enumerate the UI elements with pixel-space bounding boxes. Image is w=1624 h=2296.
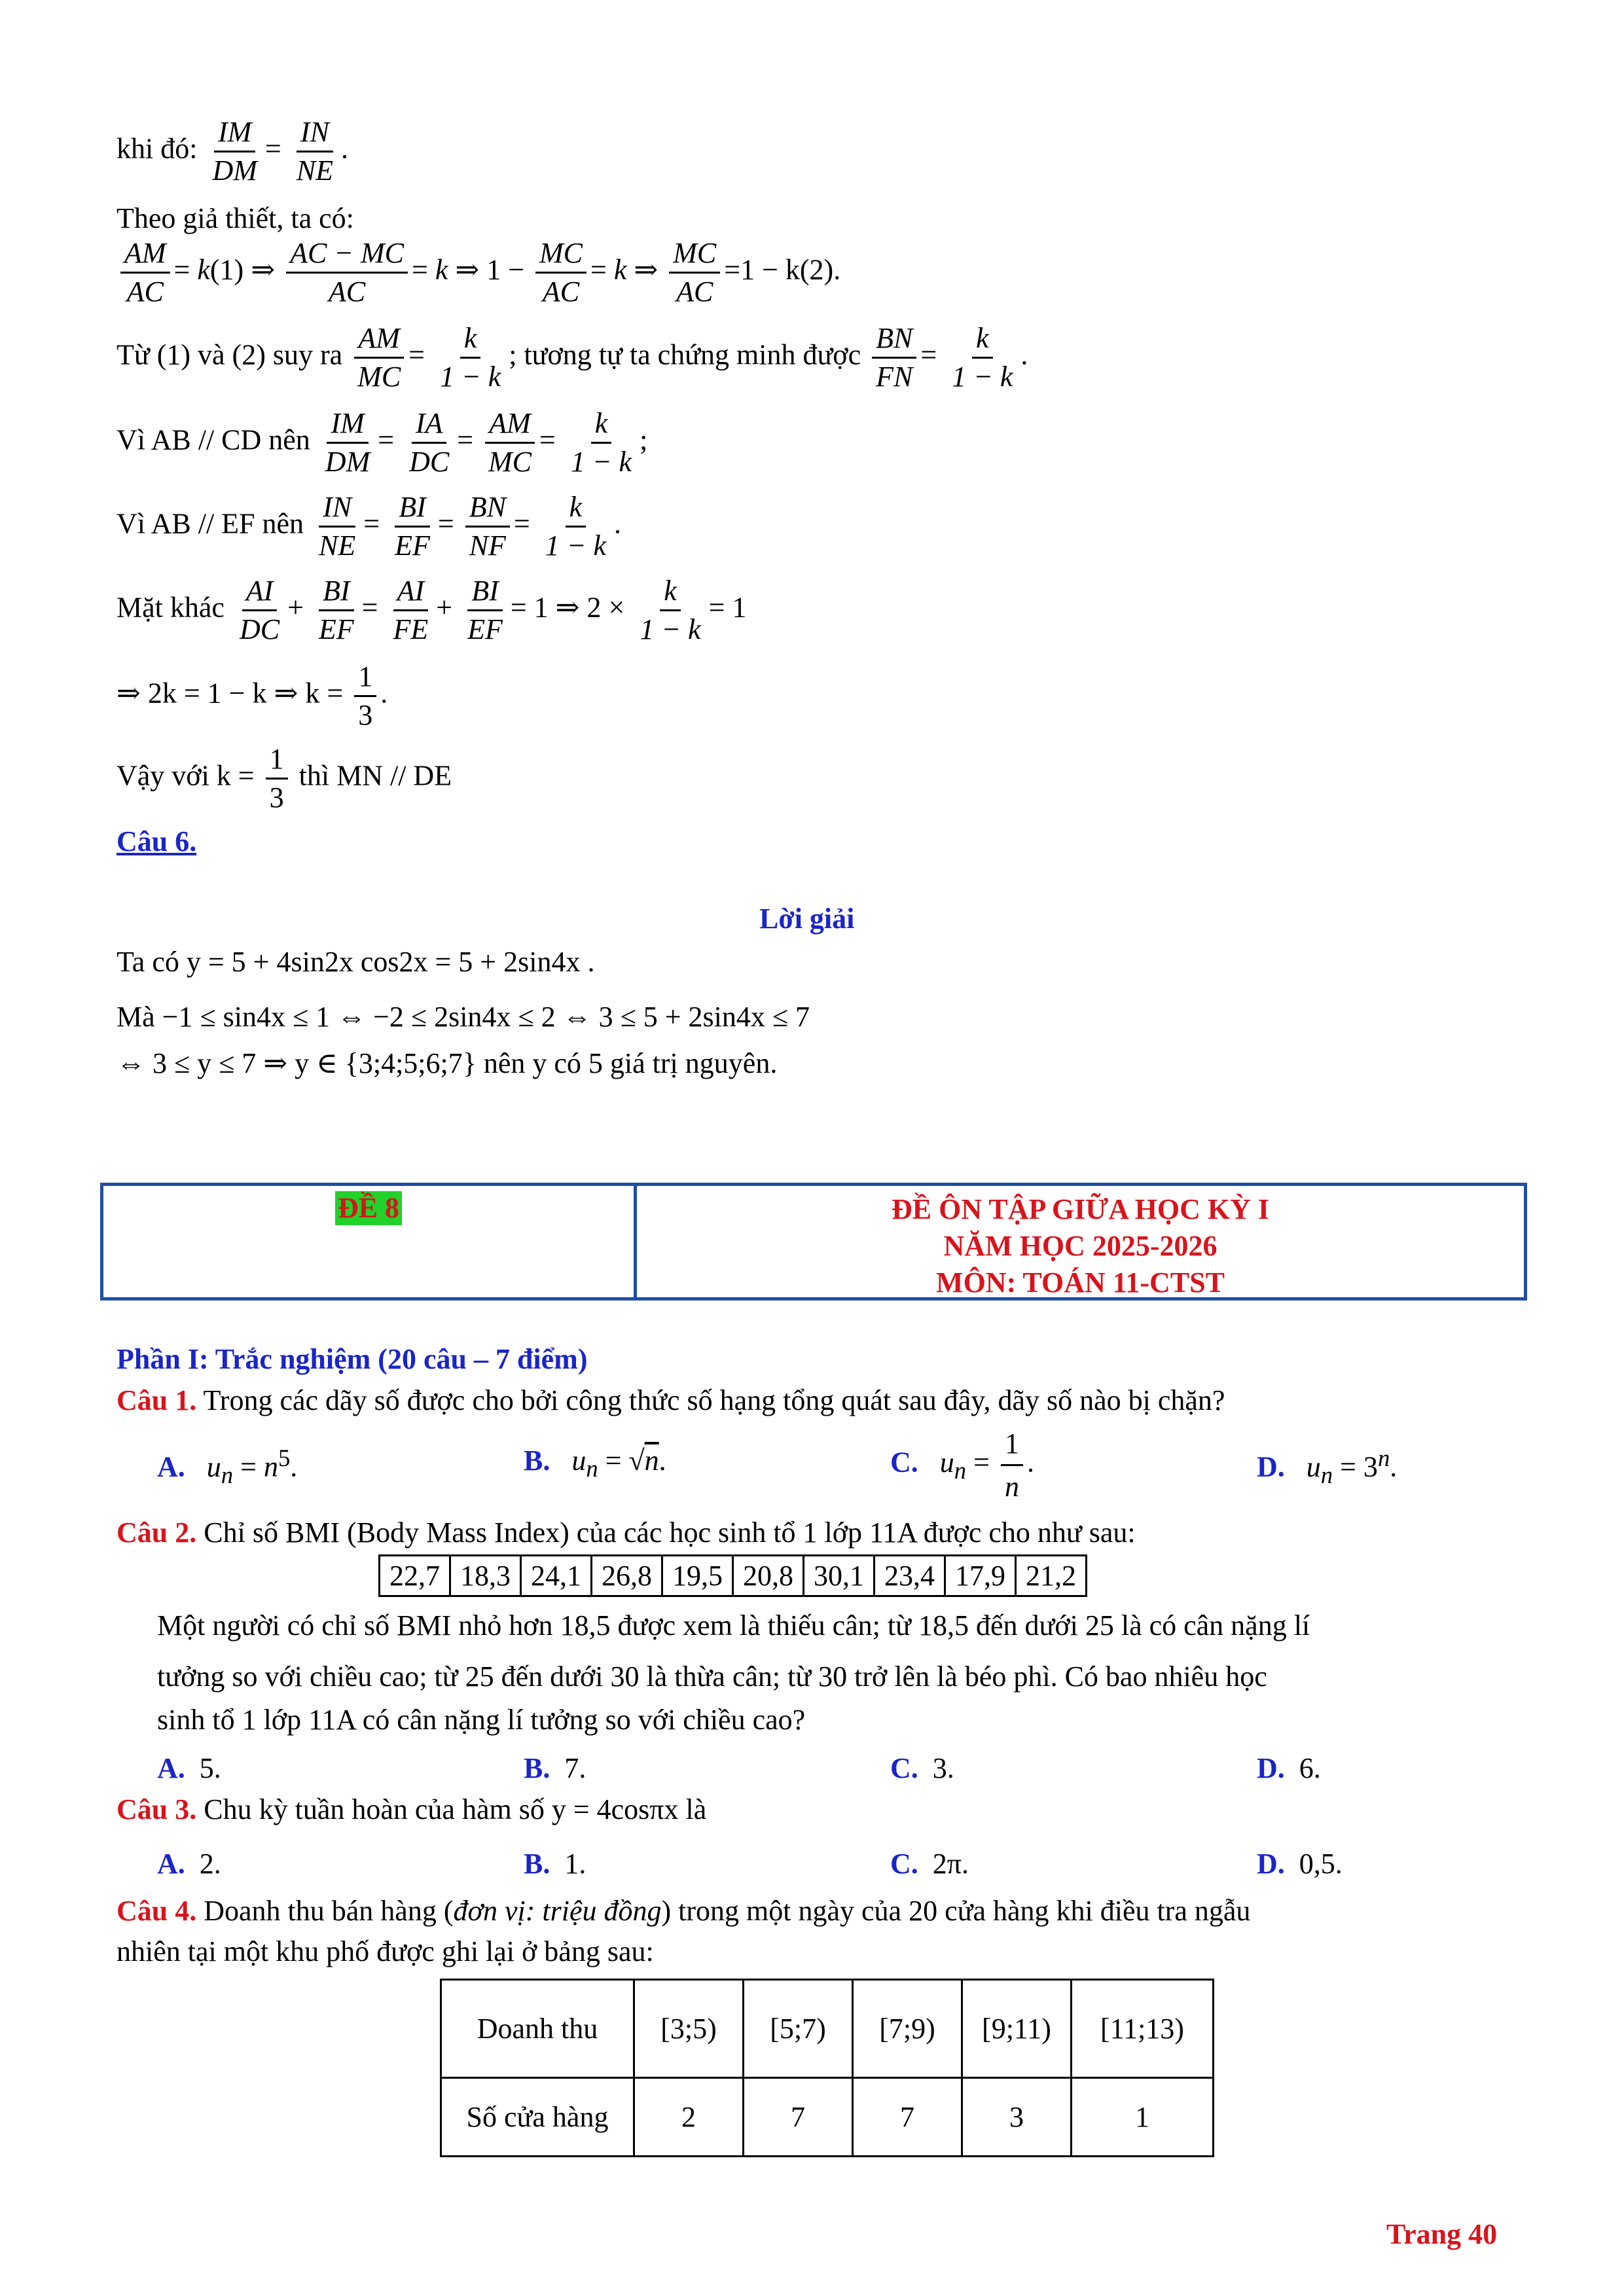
bmi-cell: 19,5 — [662, 1556, 733, 1596]
interval-cell: [11;13) — [1072, 1980, 1214, 2078]
count-cell: 7 — [853, 2078, 962, 2157]
exam-year: NĂM HỌC 2025-2026 — [943, 1230, 1218, 1262]
interval-cell: [5;7) — [744, 1980, 853, 2078]
part-1-heading: Phần I: Trắc nghiệm (20 câu – 7 điểm) — [117, 1343, 588, 1375]
solution-line-6: Vì AB // EF nên $\frac{IN}{NE}$ = $\frac{BI}{EF}$ = $\frac{BN}{NF}$ = $\frac{k}{1 - k}$ . — [117, 491, 621, 562]
q2-paragraph-2: tưởng so với chiều cao; từ 25 đến dưới 30 là thừa cân; từ 30 trở lên là béo phì. Có bao nhiêu học — [157, 1660, 1267, 1693]
bmi-cell: 23,4 — [875, 1556, 945, 1596]
exam-subject: MÔN: TOÁN 11-CTST — [936, 1266, 1225, 1299]
q3-option-b: B. 1. — [524, 1848, 586, 1880]
cau6-title: Câu 6. — [117, 825, 197, 857]
count-cell: 1 — [1072, 2078, 1214, 2157]
bmi-cell: 26,8 — [592, 1556, 662, 1596]
solution-line-1: khi đó: $\frac{IM}{DM}$ = $\frac{IN}{NE}$ . — [117, 116, 348, 187]
interval-cell: [9;11) — [962, 1980, 1072, 2078]
question-1: Câu 1. Trong các dãy số được cho bởi công thức số hạng tổng quát sau đây, dãy số nào bị chặn? — [117, 1384, 1225, 1416]
q1-option-b: B. $u_n = √n$. — [524, 1444, 666, 1482]
cau6-line-2: Mà −1 ≤ sin4x ≤ 1 ⇔ −2 ≤ 2sin4x ≤ 2 ⇔ 3 ≤ 5 + 2sin4x ≤ 7 — [117, 1001, 810, 1033]
cau6-line-1: Ta có y = 5 + 4sin2x cos2x = 5 + 2sin4x . — [117, 946, 595, 978]
bmi-cell: 20,8 — [733, 1556, 804, 1596]
count-cell: 7 — [744, 2078, 853, 2157]
solution-line-9: Vậy với k = $\frac{1}{3}$ thì MN // DE — [117, 743, 452, 814]
q2-option-c: C. 3. — [890, 1752, 954, 1784]
q2-option-d: D. 6. — [1257, 1752, 1321, 1784]
q2-paragraph-3: sinh tổ 1 lớp 11A có cân nặng lí tưởng so với chiều cao? — [157, 1704, 806, 1736]
solution-line-2: Theo giả thiết, ta có: — [117, 202, 354, 234]
solution-line-5: Vì AB // CD nên $\frac{IM}{DM}$ = $\frac{IA}{DC}$ = $\frac{AM}{MC}$ = $\frac{k}{1 - k}$ ; — [117, 407, 648, 478]
bmi-table — [378, 1554, 1087, 1597]
q2-option-b: B. 7. — [524, 1752, 586, 1784]
bmi-cell: 18,3 — [450, 1556, 521, 1596]
solution-line-8: ⇒ 2k = 1 − k ⇒ k = $\frac{1}{3}$ . — [117, 660, 388, 731]
exam-header-box — [100, 1183, 1527, 1300]
question-4: Câu 4. Doanh thu bán hàng (đơn vị: triệu đồng) trong một ngày của 20 cửa hàng khi điều tra ngẫu — [117, 1895, 1251, 1927]
q3-option-d: D. 0,5. — [1257, 1848, 1343, 1880]
exam-title: ĐỀ ÔN TẬP GIỮA HỌC KỲ I — [892, 1193, 1269, 1225]
q3-option-c: C. 2π. — [890, 1848, 969, 1880]
count-cell: 3 — [962, 2078, 1072, 2157]
q1-option-a: A. $u_n = n^5$. — [157, 1444, 298, 1488]
bmi-cell: 17,9 — [945, 1556, 1016, 1596]
q1-option-c: C. $u_n$ = $\frac{1}{n}$ . — [890, 1427, 1034, 1503]
bmi-cell: 30,1 — [804, 1556, 875, 1596]
revenue-table — [440, 1979, 1214, 2157]
q2-option-a: A. 5. — [157, 1752, 221, 1784]
q3-option-a: A. 2. — [157, 1848, 221, 1880]
count-cell: 2 — [634, 2078, 744, 2157]
bmi-cell: 24,1 — [521, 1556, 592, 1596]
cau6-line-3: ⇔ 3 ≤ y ≤ 7 ⇒ y ∈ {3;4;5;6;7} nên y có 5 giá trị nguyên. — [117, 1047, 778, 1079]
q1-option-d: D. $u_n = 3^n$. — [1257, 1444, 1398, 1488]
revenue-row-label: Doanh thu — [441, 1980, 634, 2078]
question-3: Câu 3. Chu kỳ tuần hoàn của hàm số y = 4cosπx là — [117, 1793, 707, 1825]
solution-line-7: Mặt khác $\frac{AI}{DC}$ + $\frac{BI}{EF}$ = $\frac{AI}{FE}$ + $\frac{BI}{EF}$ = 1 ⇒ 2 × $\frac{k}{1 - k}$ = 1 — [117, 575, 747, 645]
exam-number-label: ĐỀ 8 — [335, 1191, 402, 1225]
bmi-cell: 22,7 — [380, 1556, 450, 1596]
count-row-label: Số cửa hàng — [441, 2078, 634, 2157]
question-2: Câu 2. Chỉ số BMI (Body Mass Index) của các học sinh tổ 1 lớp 11A được cho như sau: — [117, 1516, 1136, 1549]
loi-giai-heading: Lời giải — [759, 903, 855, 935]
interval-cell: [7;9) — [853, 1980, 962, 2078]
interval-cell: [3;5) — [634, 1980, 744, 2078]
q2-paragraph-1: Một người có chỉ số BMI nhỏ hơn 18,5 được xem là thiếu cân; từ 18,5 đến dưới 25 là có cân nặng lí — [157, 1609, 1310, 1641]
page-number: Trang 40 — [1386, 2218, 1498, 2250]
solution-line-3: $\frac{AM}{AC}$ = k(1) ⇒ $\frac{AC - MC}{AC}$ = k ⇒ 1 − $\frac{MC}{AC}$ = k ⇒ $\frac{MC}{AC}$ =1 − k(2). — [117, 239, 840, 306]
bmi-cell: 21,2 — [1016, 1556, 1087, 1596]
solution-line-4: Từ (1) và (2) suy ra $\frac{AM}{MC}$ = $\frac{k}{1 - k}$ ; tương tự ta chứng minh được $\frac{BN}{FN}$ = $\frac{k}{1 - k}$ . — [117, 322, 1028, 393]
question-4-line-2: nhiên tại một khu phố được ghi lại ở bảng sau: — [117, 1935, 654, 1967]
